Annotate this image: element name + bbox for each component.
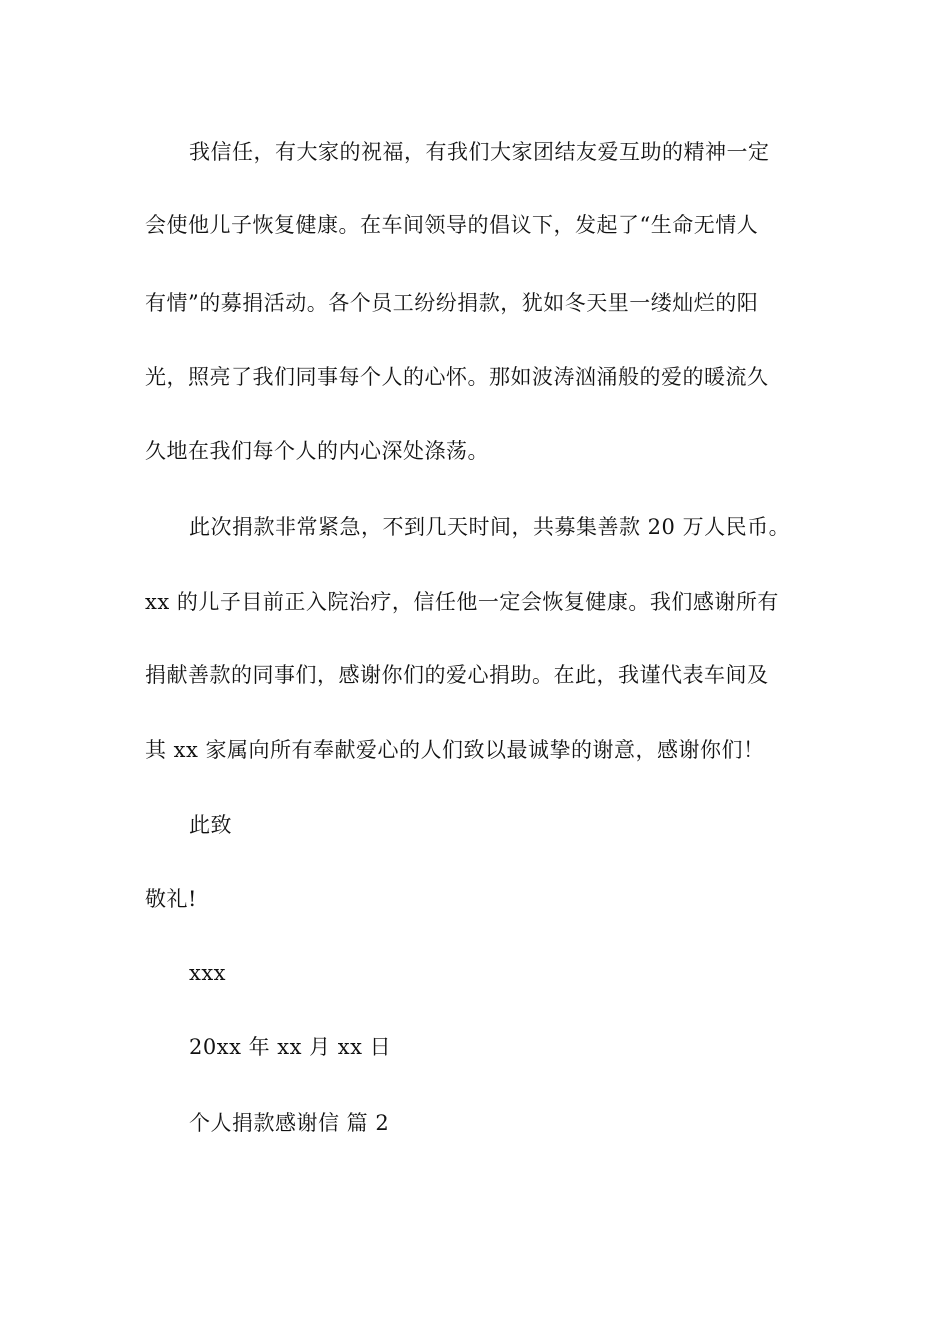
salute-text: 敬礼! xyxy=(145,887,197,911)
paragraph-1-line-3: 有情”的募捐活动。各个员工纷纷捐款，犹如冬天里一缕灿烂的阳 xyxy=(145,291,759,315)
date-text: 20xx 年 xx 月 xx 日 xyxy=(189,1035,392,1059)
paragraph-2-line-2: xx 的儿子目前正入院治疗，信任他一定会恢复健康。我们感谢所有 xyxy=(145,590,779,614)
next-letter-title: 个人捐款感谢信 篇 2 xyxy=(189,1111,390,1135)
paragraph-2-line-3: 捐献善款的同事们，感谢你们的爱心捐助。在此，我谨代表车间及 xyxy=(145,663,769,687)
closing-text: 此致 xyxy=(189,813,232,837)
paragraph-1-line-1: 我信任，有大家的祝福，有我们大家团结友爱互助的精神一定 xyxy=(189,140,770,164)
signature-text: xxx xyxy=(189,961,227,985)
paragraph-2-line-1: 此次捐款非常紧急，不到几天时间，共募集善款 20 万人民币。 xyxy=(189,515,791,539)
paragraph-1-line-2: 会使他儿子恢复健康。在车间领导的倡议下，发起了“生命无情人 xyxy=(145,213,759,237)
paragraph-2-line-4: 其 xx 家属向所有奉献爱心的人们致以最诚挚的谢意，感谢你们！ xyxy=(145,738,765,762)
paragraph-1-line-4: 光，照亮了我们同事每个人的心怀。那如波涛汹涌般的爱的暖流久 xyxy=(145,365,769,389)
paragraph-1-line-5: 久地在我们每个人的内心深处涤荡。 xyxy=(145,439,489,463)
